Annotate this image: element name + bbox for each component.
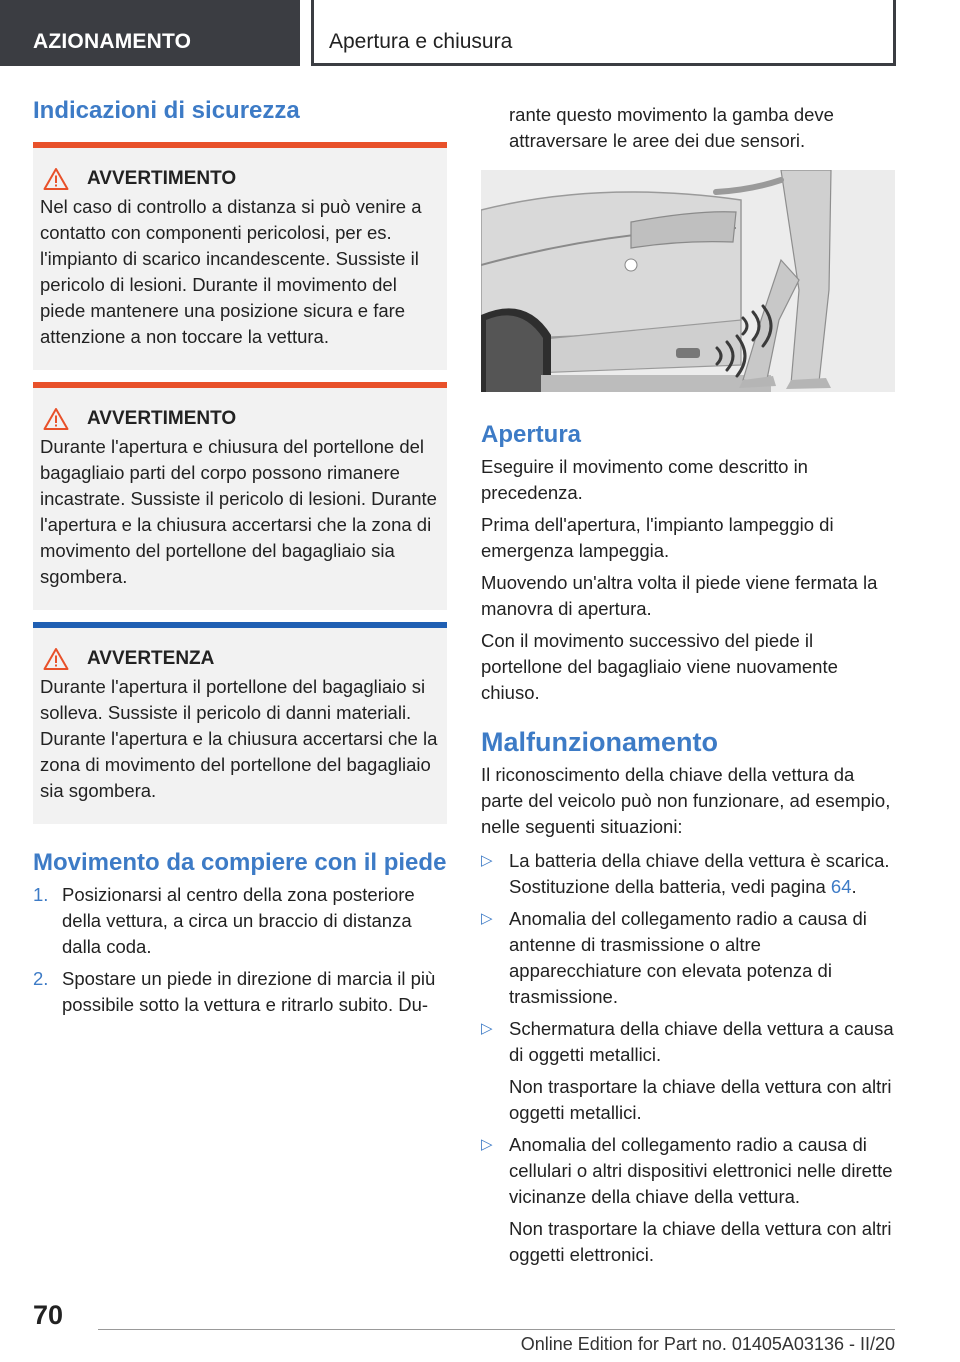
step-text: Posizionarsi al centro della zona posteriore della vettura, a circa un braccio di distanza dalla coda.: [62, 884, 415, 957]
footer-divider: [98, 1329, 895, 1330]
opening-heading: Apertura: [481, 421, 582, 448]
malfunction-heading: Malfunzionamento: [481, 727, 718, 757]
bullet-text-end: .: [851, 876, 857, 897]
illustration-foot-gesture: [481, 170, 895, 392]
warning-box-2: [33, 382, 447, 610]
steps-list: [33, 882, 447, 1018]
warning-box-1: [33, 142, 447, 370]
bullet-note: Non trasportare la chiave della vettura con altri oggetti elettronici.: [509, 1218, 892, 1265]
bullet-note: Non trasportare la chiave della vettura con altri oggetti metallici.: [509, 1076, 892, 1123]
list-item: [481, 1016, 895, 1126]
list-item: [33, 966, 447, 1018]
list-item: [33, 882, 447, 960]
car-rear-illustration: [481, 170, 895, 392]
warning-triangle-icon: [43, 167, 69, 191]
safety-heading: Indicazioni di sicurezza: [33, 97, 300, 124]
left-column: [33, 96, 447, 1018]
warning-triangle-icon: [43, 407, 69, 431]
movement-heading: Movimento da compiere con il piede: [33, 849, 447, 876]
malfunction-intro: Il riconoscimento della chiave della vettura da parte del veicolo può non funzionare, ad esempio, nelle seguenti situazioni:: [481, 764, 891, 837]
warning-title: AVVERTIMENTO: [87, 408, 237, 429]
step-number: 1.: [33, 884, 49, 905]
edition-note: Online Edition for Part no. 01405A03136 - II/20: [520, 1334, 895, 1354]
bullet-text: Anomalia del collegamento radio a causa di antenne di trasmissione o altre apparecchiature con elevata potenza di trasmissione.: [509, 908, 867, 1007]
malfunction-list: [481, 848, 895, 1268]
warning-text: Durante l'apertura e chiusura del portellone del bagagliaio parti del corpo possono rimanere incastrate. Sussiste il pericolo di lesioni. Durante l'apertura e la chiusura accertarsi che la zona di movimento del portellone del bagagliaio sia sgombera.: [40, 436, 437, 587]
step-number: 2.: [33, 968, 49, 989]
notice-box: [33, 622, 447, 824]
opening-paragraph: Muovendo un'altra volta il piede viene fermata la manovra di apertura.: [481, 572, 878, 619]
opening-paragraph: Con il movimento successivo del piede il portellone del bagagliaio viene nuovamente chiuso.: [481, 630, 838, 703]
page-link[interactable]: 64: [830, 876, 852, 897]
right-column: [481, 102, 895, 1268]
section-tab: AZIONAMENTO: [0, 0, 300, 66]
triangle-right-icon: ▷: [481, 1136, 493, 1153]
page-header: [0, 0, 960, 66]
list-item: [481, 906, 895, 1010]
notice-text: Durante l'apertura il portellone del bagagliaio si solleva. Sussiste il pericolo di danni materiali. Durante l'apertura e la chiusura accertarsi che la zona di movimento del portellone del bagagliaio sia sgombera.: [40, 676, 438, 801]
bullet-text: Schermatura della chiave della vettura a causa di oggetti metallici.: [509, 1018, 894, 1065]
continued-text: rante questo movimento la gamba deve attraversare le aree dei due sensori.: [509, 104, 834, 151]
bullet-text: Anomalia del collegamento radio a causa di cellulari o altri dispositivi elettronici nelle dirette vicinanze della chiave della vettura.: [509, 1134, 893, 1207]
opening-paragraph: Eseguire il movimento come descritto in precedenza.: [481, 456, 808, 503]
page-number: 70: [33, 1300, 64, 1330]
bullet-text: La batteria della chiave della vettura è scarica. Sostituzione della batteria, vedi pagina: [509, 850, 890, 897]
triangle-right-icon: ▷: [481, 910, 493, 927]
opening-paragraph: Prima dell'apertura, l'impianto lampeggio di emergenza lampeggia.: [481, 514, 834, 561]
notice-title: AVVERTENZA: [87, 648, 215, 669]
step-text: Spostare un piede in direzione di marcia il più possibile sotto la vettura e ritrarlo subito. Du-: [62, 968, 436, 1015]
warning-title: AVVERTIMENTO: [87, 168, 237, 189]
list-item: [481, 1132, 895, 1268]
triangle-right-icon: ▷: [481, 852, 493, 869]
warning-text: Nel caso di controllo a distanza si può venire a contatto con componenti pericolosi, per es. l'impianto di scarico incandescente. Sussiste il pericolo di lesioni. Durante il movimento del piede mantenere una posizione sicura e fare attenzione a non toccare la vettura.: [40, 196, 422, 347]
warning-triangle-icon: [43, 647, 69, 671]
chapter-tab: Apertura e chiusura: [311, 0, 896, 66]
list-item: [481, 848, 895, 900]
triangle-right-icon: ▷: [481, 1020, 493, 1037]
